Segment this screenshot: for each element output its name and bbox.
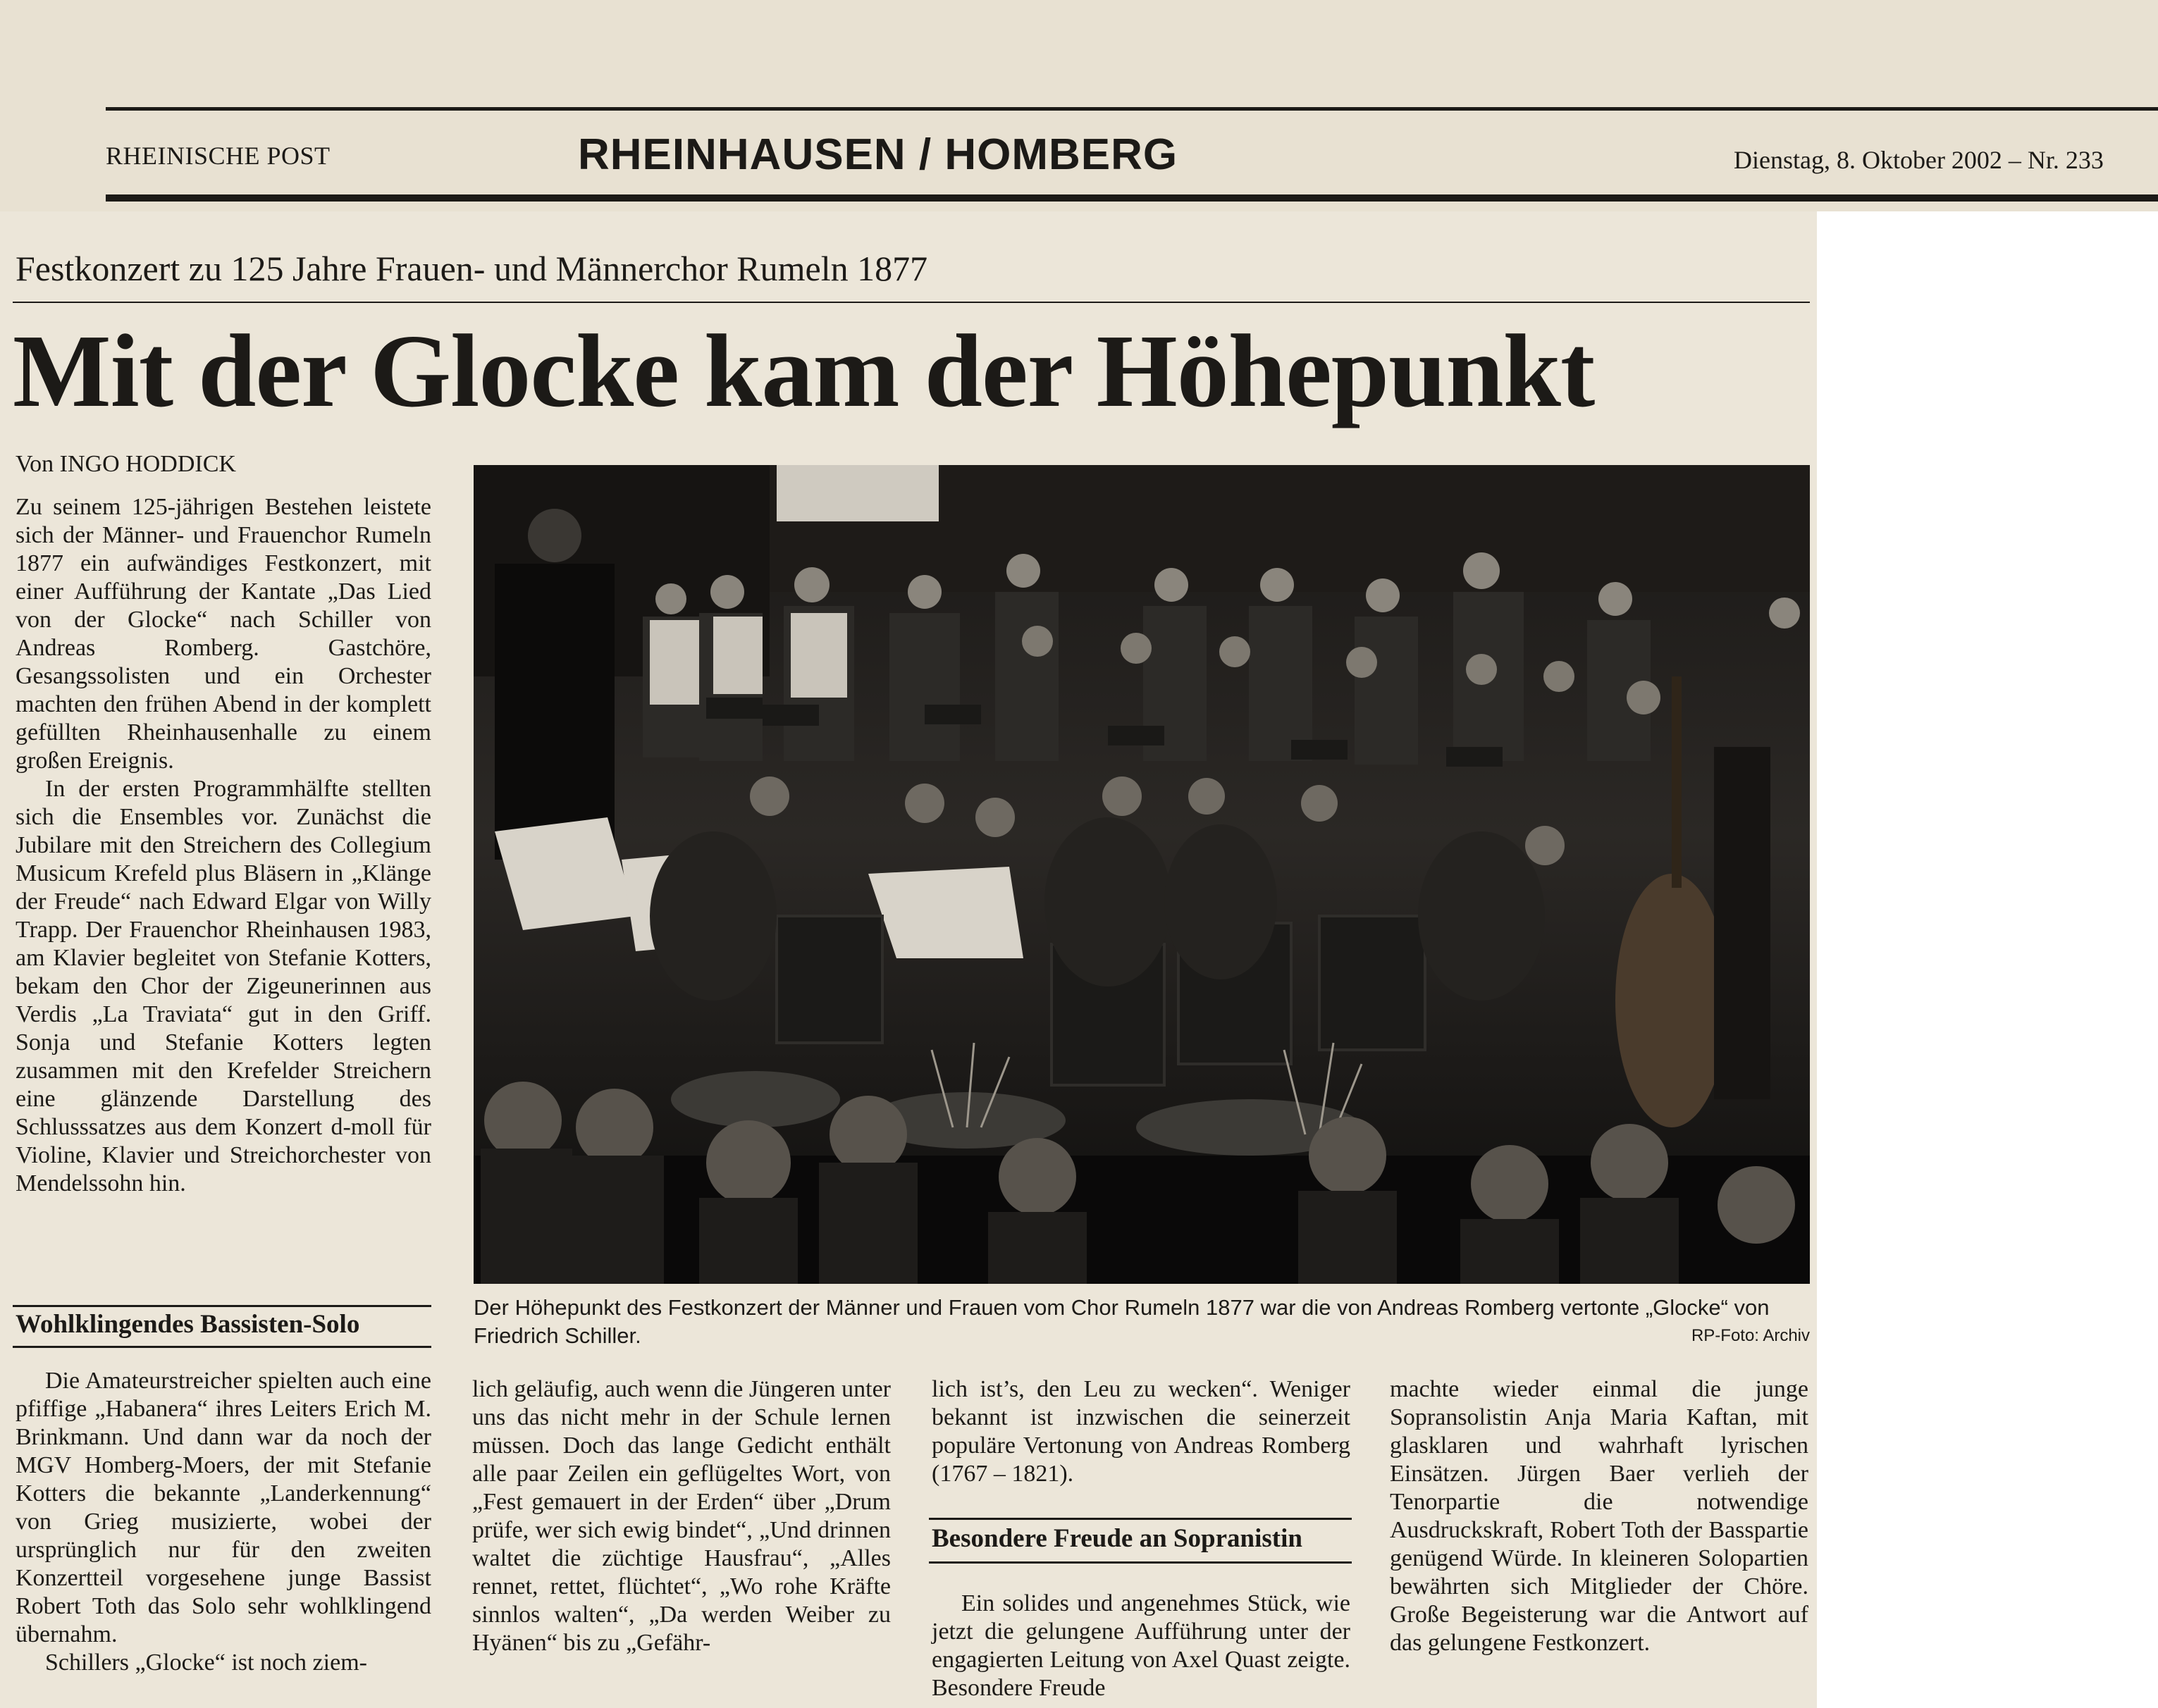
column-3-bottom — [932, 1590, 1350, 1702]
paragraph: In der ersten Programmhälfte stellten sich die Ensembles vor. Zunächst die Jubilare mit den Streichern des Collegium Musicum Krefeld plus Bläsern in „Klänge der Freude“ nach Edward Elgar von Willy Trapp. Der Frauenchor Rheinhausen 1983, am Klavier begleitet von Stefanie Kotters, bekam den Chor der Zigeunerinnen aus Verdis „La Traviata“ gut in den Griff. Sonja und Stefanie Kotters legten zusammen mit den Krefelder Streichern eine glänzende Darstellung des Schlusssatzes aus dem Konzert d-moll für Violine, Klavier und Streichorchester von Mendelssohn hin. — [16, 776, 431, 1196]
photo-credit: RP-Foto: Archiv — [1691, 1326, 1810, 1345]
paragraph: Schillers „Glocke“ ist noch ziem- — [45, 1650, 367, 1676]
paragraph: Ein solides und angenehmes Stück, wie jetzt die gelungene Aufführung unter der engagierten Leitung von Axel Quast zeigte. Besondere Freude — [932, 1590, 1350, 1701]
concert-photo — [474, 465, 1810, 1284]
column-1-bottom — [16, 1367, 431, 1677]
column-2 — [472, 1375, 891, 1657]
subhead-rule-top — [13, 1305, 431, 1307]
masthead-rule-top — [106, 107, 2158, 111]
kicker-rule — [13, 302, 1810, 303]
paragraph: lich ist’s, den Leu zu wecken“. Weniger bekannt ist inzwischen die seinerzeit populäre Vertonung von Andreas Romberg (1767 – 1821). — [932, 1376, 1350, 1487]
column-3-top — [932, 1375, 1350, 1488]
section-title: RHEINHAUSEN / HOMBERG — [578, 130, 1178, 179]
subhead-rule-bottom — [929, 1561, 1352, 1564]
subhead-rule-bottom — [13, 1346, 431, 1348]
paragraph: Zu seinem 125-jährigen Bestehen leistete sich der Männer- und Frauenchor Rumeln 1877 ein aufwändiges Festkonzert, mit einer Aufführung der Kantate „Das Lied von der Glocke“ nach Schiller von Andreas Romberg. Gastchöre, Gesangssolisten und ein Orchester machten den frühen Abend in der komplett gefüllten Rheinhausenhalle zu einem großen Ereignis. — [16, 494, 431, 774]
blank-margin — [1817, 211, 2158, 1708]
choir-orchestra-image — [474, 465, 1810, 1284]
issue-date: Dienstag, 8. Oktober 2002 – Nr. 233 — [1734, 146, 2104, 174]
newspaper-name: RHEINISCHE POST — [106, 142, 331, 170]
paragraph: lich geläufig, auch wenn die Jüngeren unter uns das nicht mehr in der Schule lernen müssen. Doch das lange Gedicht enthält alle paar Zeilen ein geflügeltes Wort, von „Fest gemauert in der Erden“ über „Drum prüfe, wer sich ewig bindet“, „Und drinnen waltet die züchtige Hausfrau“, „Alles rennet, rettet, flüchtet“, „Wo rohe Kräfte sinnlos walten“, „Da werden Weiber zu Hyänen“ bis zu „Gefähr- — [472, 1376, 891, 1656]
photo-caption: Der Höhepunkt des Festkonzert der Männer und Frauen vom Chor Rumeln 1877 war die von Andreas Romberg vertonte „Glocke“ von Friedrich Schiller. — [474, 1295, 1770, 1348]
column-1-top — [16, 493, 431, 1198]
masthead-rule-bottom — [106, 194, 2158, 202]
article-byline: Von INGO HODDICK — [16, 451, 236, 477]
article-kicker: Festkonzert zu 125 Jahre Frauen- und Männerchor Rumeln 1877 — [16, 249, 928, 288]
clipping-top-strip — [0, 0, 2158, 211]
subheading: Wohlklingendes Bassisten-Solo — [16, 1310, 360, 1339]
paragraph: Die Amateurstreicher spielten auch eine pfiffige „Habanera“ ihres Leiters Erich M. Brinkmann. Und dann war da noch der MGV Homberg-Moers, der mit Stefanie Kotters die bekannte „Landerkennung“ von Grieg musizierte, wobei der ursprünglich nur für den zweiten Konzertteil vorgesehene junge Bassist Robert Toth das Solo sehr wohlklingend übernahm. — [16, 1368, 431, 1647]
subhead-rule-top — [929, 1518, 1352, 1520]
column-4 — [1390, 1375, 1808, 1657]
paragraph: machte wieder einmal die junge Sopransolistin Anja Maria Kaftan, mit glasklaren und wahrhaft lyrischen Einsätzen. Jürgen Baer verlieh der Tenorpartie die notwendige Ausdruckskraft, Robert Toth der Basspartie genügend Würde. In kleineren Solopartien bewährten sich Mitglieder der Chöre. Große Begeisterung war die Antwort auf das gelungene Festkonzert. — [1390, 1376, 1808, 1656]
article-headline: Mit der Glocke kam der Höhepunkt — [13, 314, 1595, 429]
subheading: Besondere Freude an Sopranistin — [932, 1524, 1302, 1553]
